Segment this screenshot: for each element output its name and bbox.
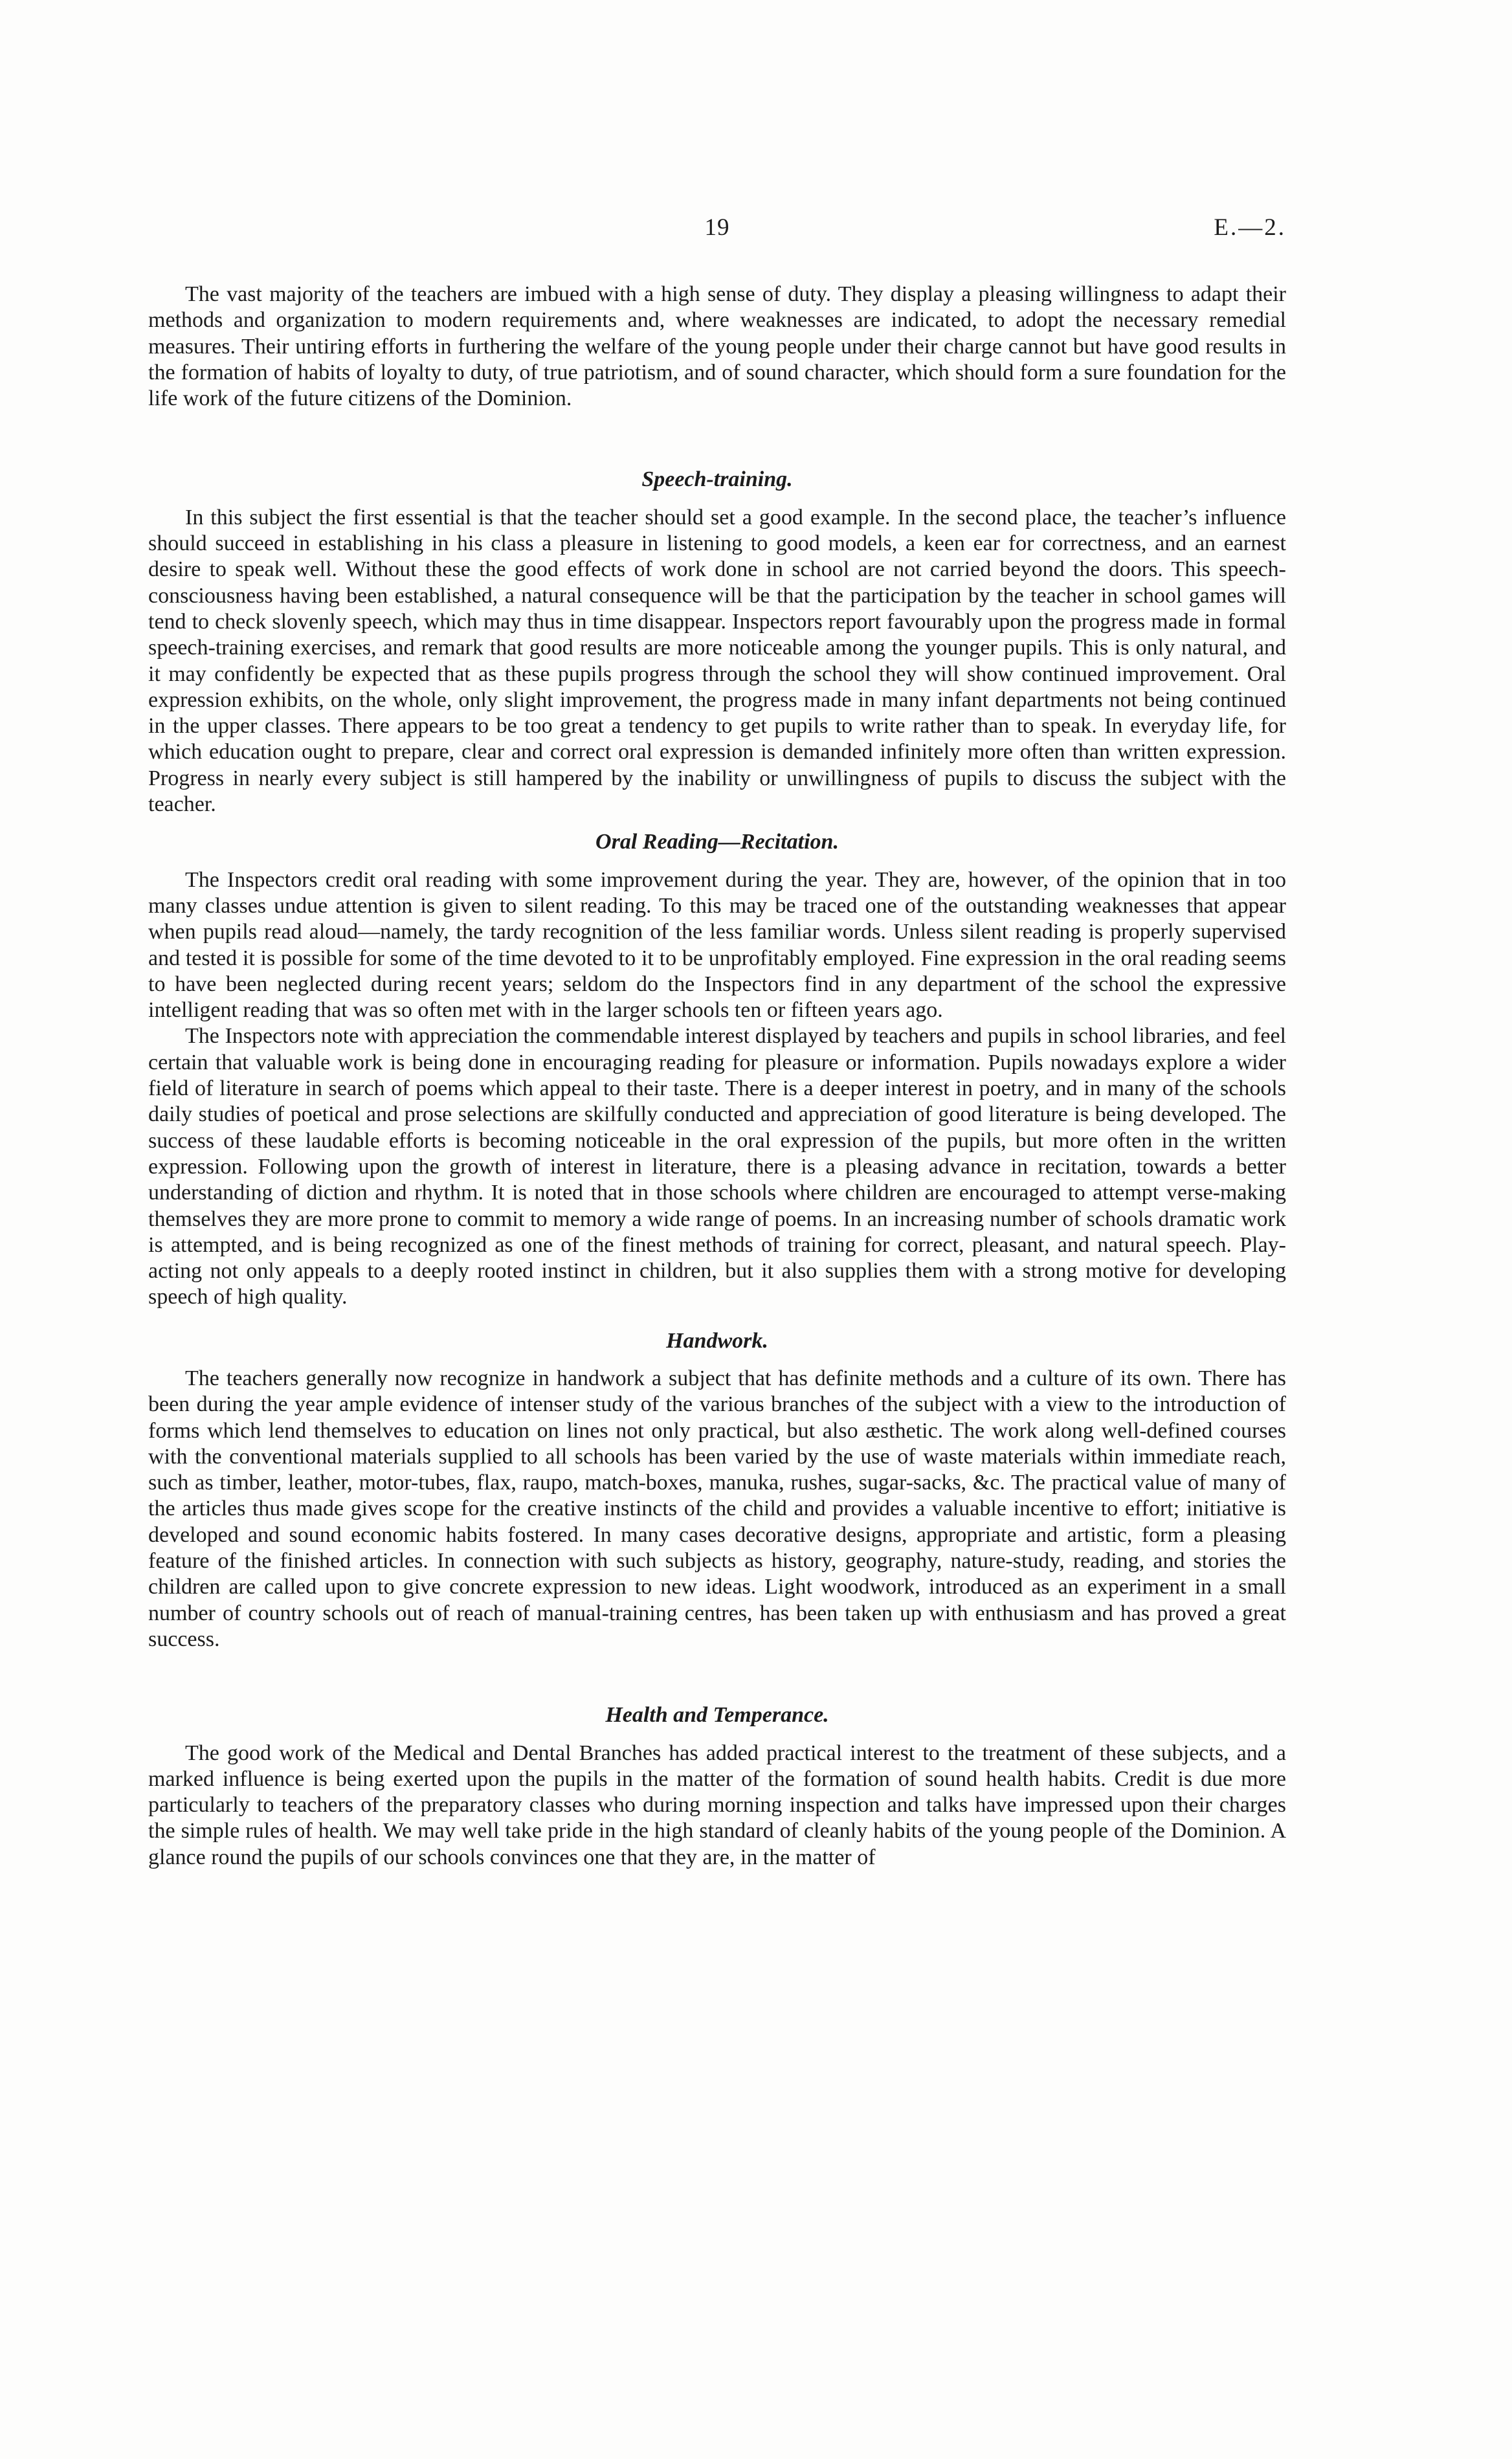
oral-reading-paragraph-1: The Inspectors credit oral reading with some improvement during the year. They are, however, of the opinion that in too many classes undue attention is given to silent reading. To this may be traced one of the outstanding weaknesses that appear when pupils read aloud—namely, the tardy recognition of the less familiar words. Unless silent reading is properly supervised and tested it is possible for some of the time devoted to it to be unprofitably employed. Fine expression in the oral reading seems to have been neglected during recent years; seldom do the Inspectors find in any department of the school the expressive intelligent reading that was so often met with in the larger schools ten or fifteen years ago. [148, 867, 1286, 1023]
oral-reading-paragraph-2: The Inspectors note with appreciation the commendable interest displayed by teachers and pupils in school libraries, and feel certain that valuable work is being done in encouraging reading for pleasure or information. Pupils nowadays explore a wider field of literature in search of poems which appeal to their taste. There is a deeper interest in poetry, and in many of the schools daily studies of poetical and prose selections are skilfully conducted and appreciation of good literature is being developed. The success of these laudable efforts is becoming noticeable in the oral expression of the pupils, but more often in the written expression. Following upon the growth of interest in literature, there is a pleasing advance in recitation, towards a better understanding of diction and rhythm. It is noted that in those schools where children are encouraged to attempt verse-making themselves they are more prone to commit to memory a wide range of poems. In an increasing number of schools dramatic work is attempted, and is being recognized as one of the finest methods of training for correct, pleasant, and natural speech. Play-acting not only appeals to a deeply rooted instinct in children, but it also supplies them with a strong motive for developing speech of high quality. [148, 1024, 1286, 1309]
section-heading-speech-training: Speech-training. [641, 467, 793, 492]
section-heading-oral-reading: Oral Reading—Recitation. [595, 830, 839, 854]
handwork-paragraph: The teachers generally now recognize in handwork a subject that has definite methods and a culture of its own. There has been during the year ample evidence of intenser study of the various branches of the subject with a view to the introduction of forms which lend themselves to education on lines not only practical, but also æsthetic. The work along well-defined courses with the conventional materials supplied to all schools has been varied by the use of waste materials within immediate reach, such as timber, leather, motor-tubes, flax, raupo, match-boxes, manuka, rushes, sugar-sacks, &c. The practical value of many of the articles thus made gives scope for the creative instincts of the child and provides a valuable incentive to effort; initiative is developed and sound economic habits fostered. In many cases decorative designs, appropriate and artistic, form a pleasing feature of the finished articles. In connection with such subjects as history, geography, nature-study, reading, and stories the children are called upon to give concrete expression to new ideas. Light woodwork, introduced as an experiment in a small number of country schools out of reach of manual-training centres, has been taken up with enthusiasm and has proved a great success. [148, 1366, 1286, 1651]
speech-training-paragraph: In this subject the first essential is that the teacher should set a good example. In the second place, the teacher’s influence should succeed in establishing in his class a pleasure in listening to good models, a keen ear for correctness, and an earnest desire to speak well. Without these the good effects of work done in school are not carried beyond the doors. This speech-consciousness having been established, a natural consequence will be that the participation by the teacher in school games will tend to check slovenly speech, which may thus in time disappear. Inspectors report favourably upon the progress made in formal speech-training exercises, and remark that good results are more noticeable among the younger pupils. This is only natural, and it may confidently be expected that as these pupils progress through the school they will show continued improvement. Oral expression exhibits, on the whole, only slight improvement, the progress made in many infant departments not being continued in the upper classes. There appears to be too great a tendency to get pupils to write rather than to speak. In everyday life, for which education ought to prepare, clear and correct oral expression is demanded infinitely more often than written expression. Progress in nearly every subject is still hampered by the inability or unwillingness of pupils to discuss the subject with the teacher. [148, 505, 1286, 817]
page-header [148, 214, 1286, 252]
intro-paragraph: The vast majority of the teachers are imbued with a high sense of duty. They display a pleasing willingness to adapt their methods and organization to modern requirements and, where weaknesses are indicated, to adopt the necessary remedial measures. Their untiring efforts in furthering the welfare of the young people under their charge cannot but have good results in the formation of habits of loyalty to duty, of true patriotism, and of sound character, which should form a sure foundation for the life work of the future citizens of the Dominion. [148, 282, 1286, 411]
document-reference: E.—2. [1214, 214, 1286, 241]
health-temperance-paragraph: The good work of the Medical and Dental Branches has added practical interest to the treatment of these subjects, and a marked influence is being exerted upon the pupils in the matter of the formation of sound health habits. Credit is due more particularly to teachers of the preparatory classes who during morning inspection and talks have impressed upon their charges the simple rules of health. We may well take pride in the high standard of cleanly habits of the young people of the Dominion. A glance round the pupils of our schools convinces one that they are, in the matter of [148, 1741, 1286, 1869]
section-heading-health-temperance: Health and Temperance. [605, 1703, 829, 1728]
page-number: 19 [704, 214, 730, 241]
page-content [148, 282, 1286, 1871]
section-heading-handwork: Handwork. [666, 1328, 768, 1353]
